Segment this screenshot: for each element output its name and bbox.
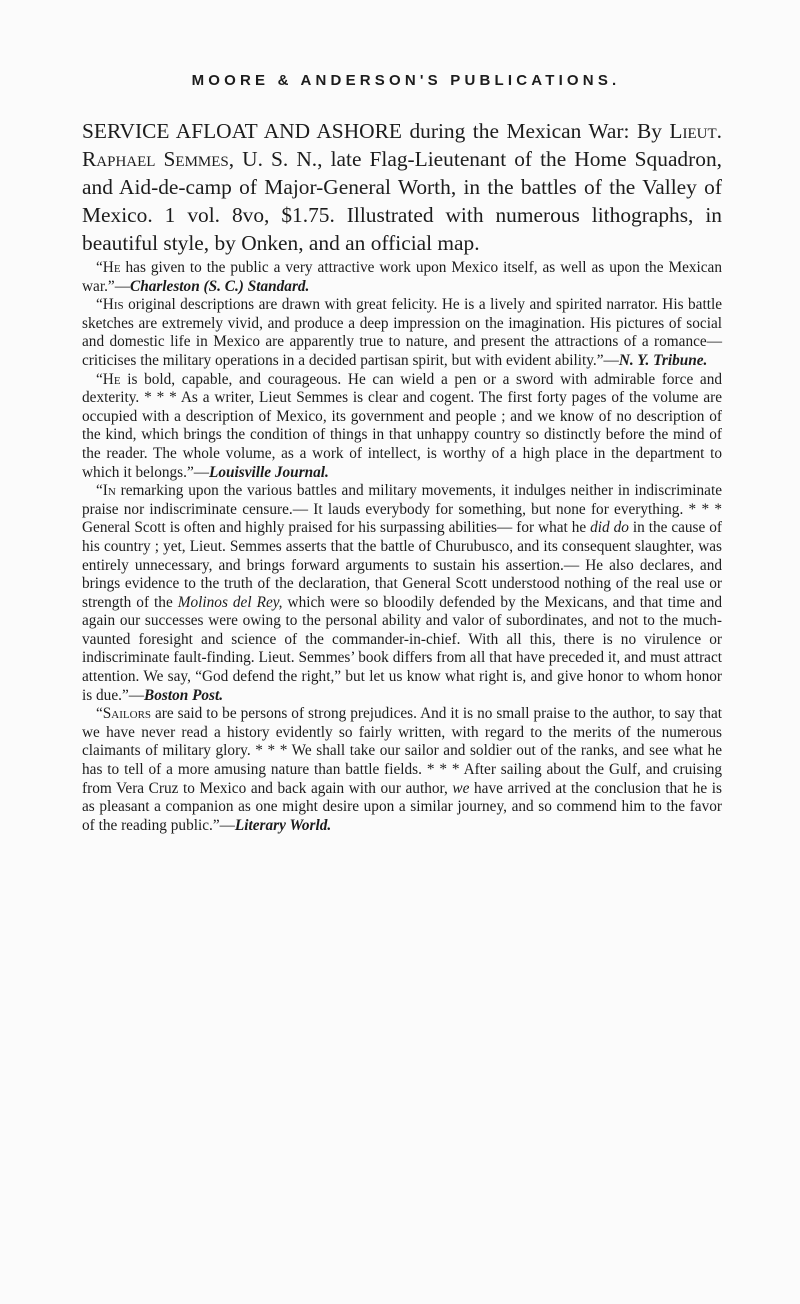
review-source: N. Y. Tribune. (618, 351, 708, 369)
review-tribune (82, 296, 722, 370)
review-text: have arrived at the conclusion that he is as pleasant a companion as one might desire upon a similar journey, and so commend him to the favor of the reading public.”— (82, 779, 722, 834)
review-source: Boston Post. (144, 686, 224, 704)
review-lead: “His (96, 296, 124, 314)
book-title: SERVICE AFLOAT AND ASHORE during the Mexican War: By (82, 119, 670, 143)
review-boston (82, 482, 722, 705)
review-literary-world (82, 705, 722, 835)
review-source: Louisville Journal. (209, 463, 329, 481)
review-louisville (82, 371, 722, 483)
review-text: in the cause of his country ; yet, Lieut. Semmes asserts that the battle of Churubusco, and its consequent slaughter, was entirely unnecessary, and brings forward arguments to sustain his assertion.— He also declares, and brings evidence to the truth of the declaration, that General Scott understood nothing of the real use or strength of the (82, 519, 722, 611)
review-text: is bold, capable, and courageous. He can wield a pen or a sword with admirable force and dexterity. * * * As a writer, Lieut Semmes is clear and cogent. The first forty pages of the volume are occupied with a description of Mexico, its government and people ; and we know of no description of the kind, which brings the condition of things in that unhappy country so distinctly before the mind of the reader. The whole volume, as a work of intellect, is worthy of a high place in the department to which it belongs.”— (82, 370, 722, 481)
book-author: Lieut. Raphael Semmes, U. S. N., (82, 119, 722, 171)
page (82, 72, 722, 835)
review-emphasis: Molinos del Rey, (177, 593, 283, 611)
review-source: Literary World. (234, 816, 332, 834)
review-emphasis: did do (590, 519, 629, 537)
review-text: original descriptions are drawn with great felicity. He is a lively and spirited narrator. His battle sketches are extremely vivid, and produce a deep impression on the imagination. His pictures of social and domestic life in Mexico are apparently true to nature, and present the attractions of a romance—criticises the military operations in a decided partisan spirit, but with evident ability.”— (82, 296, 722, 369)
review-lead: “He (96, 259, 121, 276)
review-emphasis: we (452, 779, 470, 797)
book-entry (82, 117, 722, 257)
review-lead: “Sailors (96, 705, 152, 723)
review-text: has given to the public a very attractive work upon Mexico itself, as well as upon the Mexican war.”— (82, 259, 722, 295)
publisher-header: MOORE & ANDERSON'S PUBLICATIONS. (191, 72, 621, 89)
review-text: which were so bloodily defended by the Mexicans, and that time and again our successes were owing to the personal ability and valor of subordinates, and not to the much-vaunted foresight and science of the commander-in-chief. With all this, there is no virulence or indiscriminate fault-finding. Lieut. Semmes’ book differs from all that have preceded it, and must attract attention. We say, “God defend the right,” but let us know what right is, and give honor to whom honor is due.”— (82, 593, 722, 704)
review-text: are said to be persons of strong prejudices. And it is no small praise to the author, to say that we have never read a history evidently so fairly written, with regard to the merits of the numerous claimants of military glory. * * * We shall take our sailor and soldier out of the ranks, and see what he has to tell of a more amusing nature than battle fields. * * * After sailing about the Gulf, and cruising from Vera Cruz to Mexico and back again with our author, (82, 705, 722, 797)
book-description: late Flag-Lieutenant of the Home Squadron, and Aid-de-camp of Major-General Worth, in the battles of the Valley of Mexico. 1 vol. 8vo, $1.75. Illustrated with numerous lithographs, in beautiful style, by Onken, and an official map. (82, 147, 722, 255)
review-charleston (82, 259, 722, 296)
review-lead: “In (96, 482, 116, 500)
review-text: remarking upon the various battles and military movements, it indulges neither in indiscriminate praise nor indiscriminate censure.— It lauds everybody for something, but none for everything. * * * General Scott is often and highly praised for his surpassing abilities— for what he (82, 482, 722, 537)
review-lead: “He (96, 370, 121, 388)
review-source: Charleston (S. C.) Standard. (130, 277, 310, 295)
